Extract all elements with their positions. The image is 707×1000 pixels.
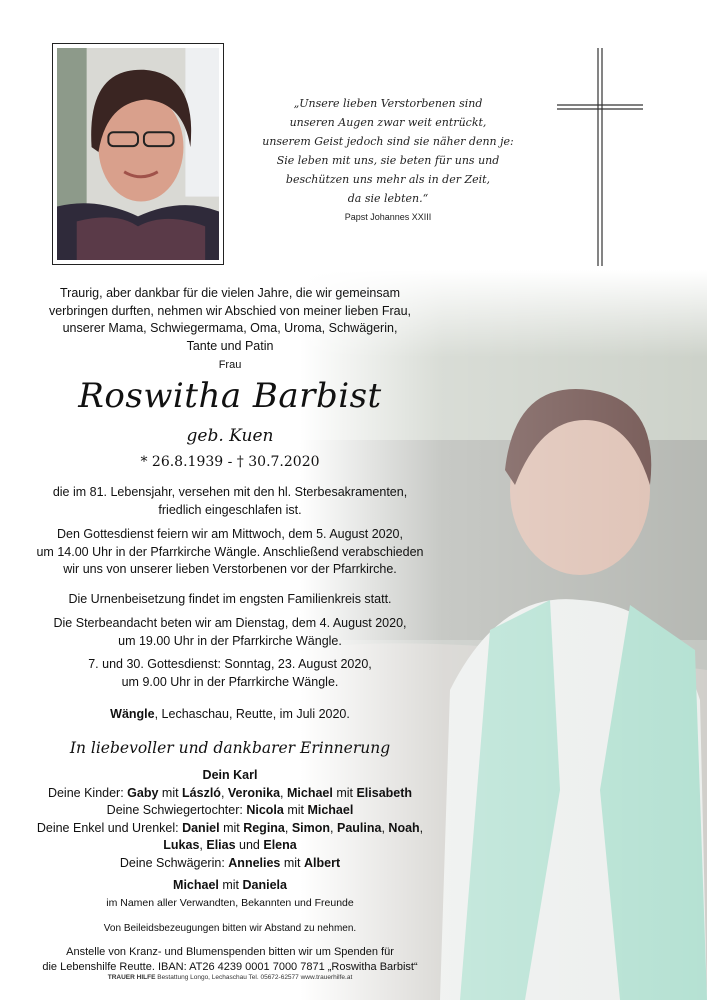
portrait-photo — [52, 43, 224, 265]
quote-block — [238, 94, 538, 227]
donation-line: Anstelle von Kranz- und Blumenspenden bitten wir um Spenden für — [66, 946, 394, 958]
death-text — [20, 484, 440, 519]
grand-line-2: Lukas, Elias und Elena — [163, 838, 297, 852]
intro-line: Traurig, aber dankbar für die vielen Jahre, die wir gemeinsam — [60, 286, 400, 300]
place-bold: Wängle — [110, 707, 155, 721]
quote-line: beschützen uns mehr als in der Zeit, — [285, 173, 491, 186]
service-line: um 14.00 Uhr in der Pfarrkirche Wängle. Anschließend verabschieden — [36, 544, 424, 559]
donation-line: die Lebenshilfe Reutte. IBAN: AT26 4239 0001 7000 7871 „Roswitha Barbist“ — [42, 961, 418, 973]
quote-line: da sie lebten.“ — [347, 192, 429, 205]
quote-line: unserem Geist jedoch sind sie näher denn je: — [262, 135, 514, 148]
service-line: Die Urnenbeisetzung findet im engsten Familienkreis statt. — [68, 592, 392, 606]
service-3 — [20, 615, 440, 650]
intro-line: unserer Mama, Schwiegermama, Oma, Uroma, Schwägerin, — [62, 321, 398, 335]
service-2 — [20, 591, 440, 609]
maiden-name: geb. Kuen — [186, 426, 274, 446]
quote-line: unseren Augen zwar weit entrückt, — [289, 116, 487, 129]
service-line: Die Sterbeandacht beten wir am Dienstag, dem 4. August 2020, — [53, 616, 407, 630]
quote-line: „Unsere lieben Verstorbenen sind — [293, 97, 483, 110]
intro-line: Tante und Patin — [186, 338, 274, 353]
friends-line: Michael mit Daniela — [173, 878, 287, 892]
service-line: um 19.00 Uhr in der Pfarrkirche Wängle. — [118, 633, 342, 648]
memory-heading: In liebevoller und dankbarer Erinnerung — [69, 739, 391, 757]
children-line: Deine Kinder: Gaby mit László, Veronika, Michael mit Elisabeth — [47, 785, 413, 800]
husband: Dein Karl — [202, 768, 258, 782]
footer — [0, 974, 460, 981]
service-line: wir uns von unserer lieben Verstorbenen vor der Pfarrkirche. — [63, 562, 397, 576]
death-line: die im 81. Lebensjahr, versehen mit den hl. Sterbesakramenten, — [52, 485, 408, 499]
service-1 — [20, 526, 440, 579]
salutation: Frau — [218, 359, 242, 371]
service-line: Den Gottesdienst feiern wir am Mittwoch, dem 5. August 2020, — [56, 527, 403, 541]
sister-line: Deine Schwägerin: Annelies mit Albert — [119, 855, 341, 870]
cross-icon — [555, 48, 645, 266]
intro-text — [20, 285, 440, 373]
footer-text: Bestattung Longo, Lechaschau Tel. 05672-62577 www.trauerhilfe.at — [155, 974, 353, 981]
quote-author: Papst Johannes XXIII — [344, 212, 432, 222]
intro-line: verbringen durften, nehmen wir Abschied von meiner lieben Frau, — [48, 303, 411, 318]
life-dates: * 26.8.1939 - † 30.7.2020 — [140, 454, 320, 470]
inlaw-line: Deine Schwiegertochter: Nicola mit Michael — [106, 803, 354, 817]
place-rest: , Lechaschau, Reutte, im Juli 2020. — [154, 707, 350, 721]
grand-line-1: Deine Enkel und Urenkel: Daniel mit Regina, Simon, Paulina, Noah, — [36, 820, 424, 835]
service-line: um 9.00 Uhr in der Pfarrkirche Wängle. — [121, 674, 339, 689]
footer-brand: TRAUER HILFE — [107, 974, 156, 981]
notice-condolence: Von Beileidsbezeugungen bitten wir Abstand zu nehmen. — [103, 923, 357, 934]
others-line: im Namen aller Verwandten, Bekannten und Freunde — [106, 896, 354, 909]
notice-donation — [20, 945, 440, 975]
quote-line: Sie leben mit uns, sie beten für uns und — [276, 154, 500, 167]
deceased-name: Roswitha Barbist — [78, 376, 382, 416]
place-date — [20, 706, 440, 724]
death-line: friedlich eingeschlafen ist. — [158, 502, 302, 517]
service-line: 7. und 30. Gottesdienst: Sonntag, 23. August 2020, — [88, 657, 372, 671]
service-4 — [20, 656, 440, 691]
mourners-list — [20, 767, 440, 911]
